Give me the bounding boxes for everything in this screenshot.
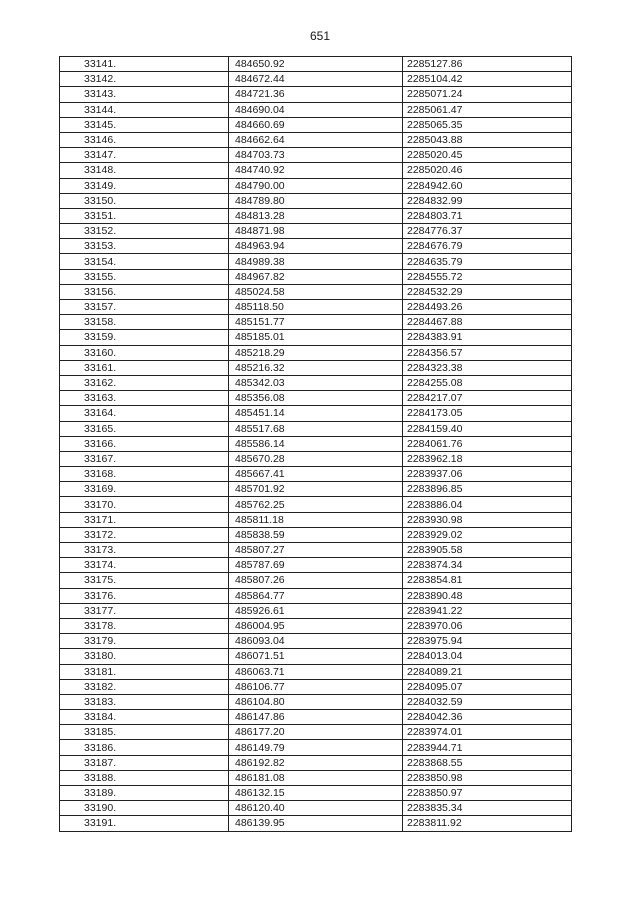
point-number-cell: 33182. [60, 679, 229, 694]
point-number-cell: 33158. [60, 315, 229, 330]
x-coordinate-cell: 485218.29 [229, 345, 403, 360]
point-number-cell: 33168. [60, 467, 229, 482]
point-number-cell: 33144. [60, 102, 229, 117]
y-coordinate-cell: 2284942.60 [403, 178, 572, 193]
x-coordinate-cell: 485807.26 [229, 573, 403, 588]
point-number-cell: 33149. [60, 178, 229, 193]
point-number-cell: 33188. [60, 770, 229, 785]
x-coordinate-cell: 486093.04 [229, 634, 403, 649]
y-coordinate-cell: 2283896.85 [403, 482, 572, 497]
point-number-cell: 33146. [60, 132, 229, 147]
x-coordinate-cell: 484989.38 [229, 254, 403, 269]
point-number-cell: 33167. [60, 451, 229, 466]
y-coordinate-cell: 2283944.71 [403, 740, 572, 755]
y-coordinate-cell: 2283854.81 [403, 573, 572, 588]
table-row [60, 588, 572, 603]
y-coordinate-cell: 2284532.29 [403, 284, 572, 299]
y-coordinate-cell: 2285065.35 [403, 117, 572, 132]
table-row [60, 163, 572, 178]
x-coordinate-cell: 486149.79 [229, 740, 403, 755]
y-coordinate-cell: 2283835.34 [403, 801, 572, 816]
y-coordinate-cell: 2285127.86 [403, 57, 572, 72]
x-coordinate-cell: 486147.86 [229, 710, 403, 725]
point-number-cell: 33142. [60, 72, 229, 87]
x-coordinate-cell: 484871.98 [229, 224, 403, 239]
table-row [60, 482, 572, 497]
point-number-cell: 33147. [60, 148, 229, 163]
y-coordinate-cell: 2284061.76 [403, 436, 572, 451]
point-number-cell: 33191. [60, 816, 229, 831]
point-number-cell: 33163. [60, 391, 229, 406]
point-number-cell: 33154. [60, 254, 229, 269]
table-row [60, 573, 572, 588]
point-number-cell: 33183. [60, 694, 229, 709]
y-coordinate-cell: 2284356.57 [403, 345, 572, 360]
table-row [60, 710, 572, 725]
table-row [60, 254, 572, 269]
x-coordinate-cell: 485926.61 [229, 603, 403, 618]
table-row [60, 755, 572, 770]
x-coordinate-cell: 484660.69 [229, 117, 403, 132]
point-number-cell: 33162. [60, 375, 229, 390]
y-coordinate-cell: 2283890.48 [403, 588, 572, 603]
point-number-cell: 33141. [60, 57, 229, 72]
x-coordinate-cell: 485762.25 [229, 497, 403, 512]
x-coordinate-cell: 485451.14 [229, 406, 403, 421]
y-coordinate-cell: 2284493.26 [403, 300, 572, 315]
y-coordinate-cell: 2284383.91 [403, 330, 572, 345]
y-coordinate-cell: 2284159.40 [403, 421, 572, 436]
x-coordinate-cell: 484721.36 [229, 87, 403, 102]
y-coordinate-cell: 2283975.94 [403, 634, 572, 649]
table-row [60, 679, 572, 694]
point-number-cell: 33150. [60, 193, 229, 208]
table-row [60, 406, 572, 421]
x-coordinate-cell: 486104.80 [229, 694, 403, 709]
table-row [60, 664, 572, 679]
y-coordinate-cell: 2283850.97 [403, 786, 572, 801]
x-coordinate-cell: 484703.73 [229, 148, 403, 163]
y-coordinate-cell: 2285020.45 [403, 148, 572, 163]
table-row [60, 284, 572, 299]
x-coordinate-cell: 485517.68 [229, 421, 403, 436]
x-coordinate-cell: 485024.58 [229, 284, 403, 299]
y-coordinate-cell: 2283937.06 [403, 467, 572, 482]
x-coordinate-cell: 486071.51 [229, 649, 403, 664]
x-coordinate-cell: 486106.77 [229, 679, 403, 694]
table-row [60, 117, 572, 132]
y-coordinate-cell: 2285104.42 [403, 72, 572, 87]
point-number-cell: 33181. [60, 664, 229, 679]
table-row [60, 193, 572, 208]
y-coordinate-cell: 2284803.71 [403, 208, 572, 223]
point-number-cell: 33171. [60, 512, 229, 527]
point-number-cell: 33185. [60, 725, 229, 740]
table-row [60, 618, 572, 633]
point-number-cell: 33174. [60, 558, 229, 573]
point-number-cell: 33170. [60, 497, 229, 512]
table-row [60, 801, 572, 816]
table-row [60, 300, 572, 315]
y-coordinate-cell: 2284832.99 [403, 193, 572, 208]
point-number-cell: 33153. [60, 239, 229, 254]
y-coordinate-cell: 2284217.07 [403, 391, 572, 406]
table-row [60, 57, 572, 72]
x-coordinate-cell: 484650.92 [229, 57, 403, 72]
x-coordinate-cell: 485807.27 [229, 543, 403, 558]
point-number-cell: 33148. [60, 163, 229, 178]
point-number-cell: 33172. [60, 527, 229, 542]
x-coordinate-cell: 486120.40 [229, 801, 403, 816]
y-coordinate-cell: 2285020.46 [403, 163, 572, 178]
table-row [60, 239, 572, 254]
table-row [60, 315, 572, 330]
table-row [60, 634, 572, 649]
point-number-cell: 33159. [60, 330, 229, 345]
y-coordinate-cell: 2283962.18 [403, 451, 572, 466]
table-row [60, 224, 572, 239]
table-row [60, 527, 572, 542]
x-coordinate-cell: 484789.80 [229, 193, 403, 208]
table-row [60, 102, 572, 117]
point-number-cell: 33178. [60, 618, 229, 633]
y-coordinate-cell: 2284032.59 [403, 694, 572, 709]
point-number-cell: 33175. [60, 573, 229, 588]
y-coordinate-cell: 2284676.79 [403, 239, 572, 254]
y-coordinate-cell: 2283974.01 [403, 725, 572, 740]
y-coordinate-cell: 2284555.72 [403, 269, 572, 284]
y-coordinate-cell: 2283905.58 [403, 543, 572, 558]
x-coordinate-cell: 484662.64 [229, 132, 403, 147]
table-body [60, 57, 572, 832]
point-number-cell: 33157. [60, 300, 229, 315]
y-coordinate-cell: 2283941.22 [403, 603, 572, 618]
table-row [60, 178, 572, 193]
x-coordinate-cell: 485670.28 [229, 451, 403, 466]
x-coordinate-cell: 485586.14 [229, 436, 403, 451]
x-coordinate-cell: 485356.08 [229, 391, 403, 406]
x-coordinate-cell: 485185.01 [229, 330, 403, 345]
y-coordinate-cell: 2284776.37 [403, 224, 572, 239]
table-row [60, 816, 572, 831]
x-coordinate-cell: 486063.71 [229, 664, 403, 679]
point-number-cell: 33156. [60, 284, 229, 299]
table-row [60, 543, 572, 558]
x-coordinate-cell: 485787.69 [229, 558, 403, 573]
table-row [60, 786, 572, 801]
table-row [60, 208, 572, 223]
x-coordinate-cell: 484790.00 [229, 178, 403, 193]
point-number-cell: 33143. [60, 87, 229, 102]
x-coordinate-cell: 485118.50 [229, 300, 403, 315]
y-coordinate-cell: 2283874.34 [403, 558, 572, 573]
y-coordinate-cell: 2285043.88 [403, 132, 572, 147]
y-coordinate-cell: 2285061.47 [403, 102, 572, 117]
x-coordinate-cell: 484813.28 [229, 208, 403, 223]
x-coordinate-cell: 484690.04 [229, 102, 403, 117]
table-row [60, 87, 572, 102]
point-number-cell: 33179. [60, 634, 229, 649]
y-coordinate-cell: 2283930.98 [403, 512, 572, 527]
table-row [60, 770, 572, 785]
x-coordinate-cell: 486177.20 [229, 725, 403, 740]
point-number-cell: 33187. [60, 755, 229, 770]
table-row [60, 603, 572, 618]
table-row [60, 497, 572, 512]
point-number-cell: 33177. [60, 603, 229, 618]
point-number-cell: 33155. [60, 269, 229, 284]
table-row [60, 725, 572, 740]
x-coordinate-cell: 486181.08 [229, 770, 403, 785]
point-number-cell: 33184. [60, 710, 229, 725]
table-row [60, 148, 572, 163]
y-coordinate-cell: 2284255.08 [403, 375, 572, 390]
y-coordinate-cell: 2284013.04 [403, 649, 572, 664]
y-coordinate-cell: 2283811.92 [403, 816, 572, 831]
point-number-cell: 33145. [60, 117, 229, 132]
table-row [60, 421, 572, 436]
point-number-cell: 33169. [60, 482, 229, 497]
x-coordinate-cell: 484740.92 [229, 163, 403, 178]
y-coordinate-cell: 2283929.02 [403, 527, 572, 542]
point-number-cell: 33165. [60, 421, 229, 436]
x-coordinate-cell: 486139.95 [229, 816, 403, 831]
y-coordinate-cell: 2283970.06 [403, 618, 572, 633]
point-number-cell: 33180. [60, 649, 229, 664]
y-coordinate-cell: 2285071.24 [403, 87, 572, 102]
x-coordinate-cell: 484963.94 [229, 239, 403, 254]
x-coordinate-cell: 484967.82 [229, 269, 403, 284]
table-row [60, 375, 572, 390]
x-coordinate-cell: 485216.32 [229, 360, 403, 375]
y-coordinate-cell: 2284089.21 [403, 664, 572, 679]
y-coordinate-cell: 2283868.55 [403, 755, 572, 770]
table-row [60, 649, 572, 664]
table-row [60, 391, 572, 406]
x-coordinate-cell: 485151.77 [229, 315, 403, 330]
table-row [60, 345, 572, 360]
table-row [60, 269, 572, 284]
x-coordinate-cell: 486004.95 [229, 618, 403, 633]
point-number-cell: 33151. [60, 208, 229, 223]
y-coordinate-cell: 2284635.79 [403, 254, 572, 269]
x-coordinate-cell: 484672.44 [229, 72, 403, 87]
x-coordinate-cell: 485701.92 [229, 482, 403, 497]
y-coordinate-cell: 2284323.38 [403, 360, 572, 375]
page-number: 651 [309, 29, 331, 43]
table-row [60, 72, 572, 87]
point-number-cell: 33186. [60, 740, 229, 755]
table-row [60, 451, 572, 466]
table-row [60, 740, 572, 755]
table-row [60, 360, 572, 375]
point-number-cell: 33160. [60, 345, 229, 360]
x-coordinate-cell: 485864.77 [229, 588, 403, 603]
point-number-cell: 33173. [60, 543, 229, 558]
y-coordinate-cell: 2284095.07 [403, 679, 572, 694]
x-coordinate-cell: 485342.03 [229, 375, 403, 390]
point-number-cell: 33176. [60, 588, 229, 603]
point-number-cell: 33190. [60, 801, 229, 816]
point-number-cell: 33189. [60, 786, 229, 801]
table-row [60, 330, 572, 345]
table-row [60, 694, 572, 709]
table-row [60, 436, 572, 451]
y-coordinate-cell: 2284467.88 [403, 315, 572, 330]
table-row [60, 512, 572, 527]
coordinates-table [59, 56, 572, 832]
point-number-cell: 33161. [60, 360, 229, 375]
table-row [60, 558, 572, 573]
point-number-cell: 33152. [60, 224, 229, 239]
y-coordinate-cell: 2284042.36 [403, 710, 572, 725]
table-row [60, 132, 572, 147]
y-coordinate-cell: 2284173.05 [403, 406, 572, 421]
x-coordinate-cell: 486132.15 [229, 786, 403, 801]
point-number-cell: 33164. [60, 406, 229, 421]
x-coordinate-cell: 485811.18 [229, 512, 403, 527]
x-coordinate-cell: 486192.82 [229, 755, 403, 770]
point-number-cell: 33166. [60, 436, 229, 451]
x-coordinate-cell: 485838.59 [229, 527, 403, 542]
y-coordinate-cell: 2283886.04 [403, 497, 572, 512]
x-coordinate-cell: 485667.41 [229, 467, 403, 482]
y-coordinate-cell: 2283850.98 [403, 770, 572, 785]
table-row [60, 467, 572, 482]
